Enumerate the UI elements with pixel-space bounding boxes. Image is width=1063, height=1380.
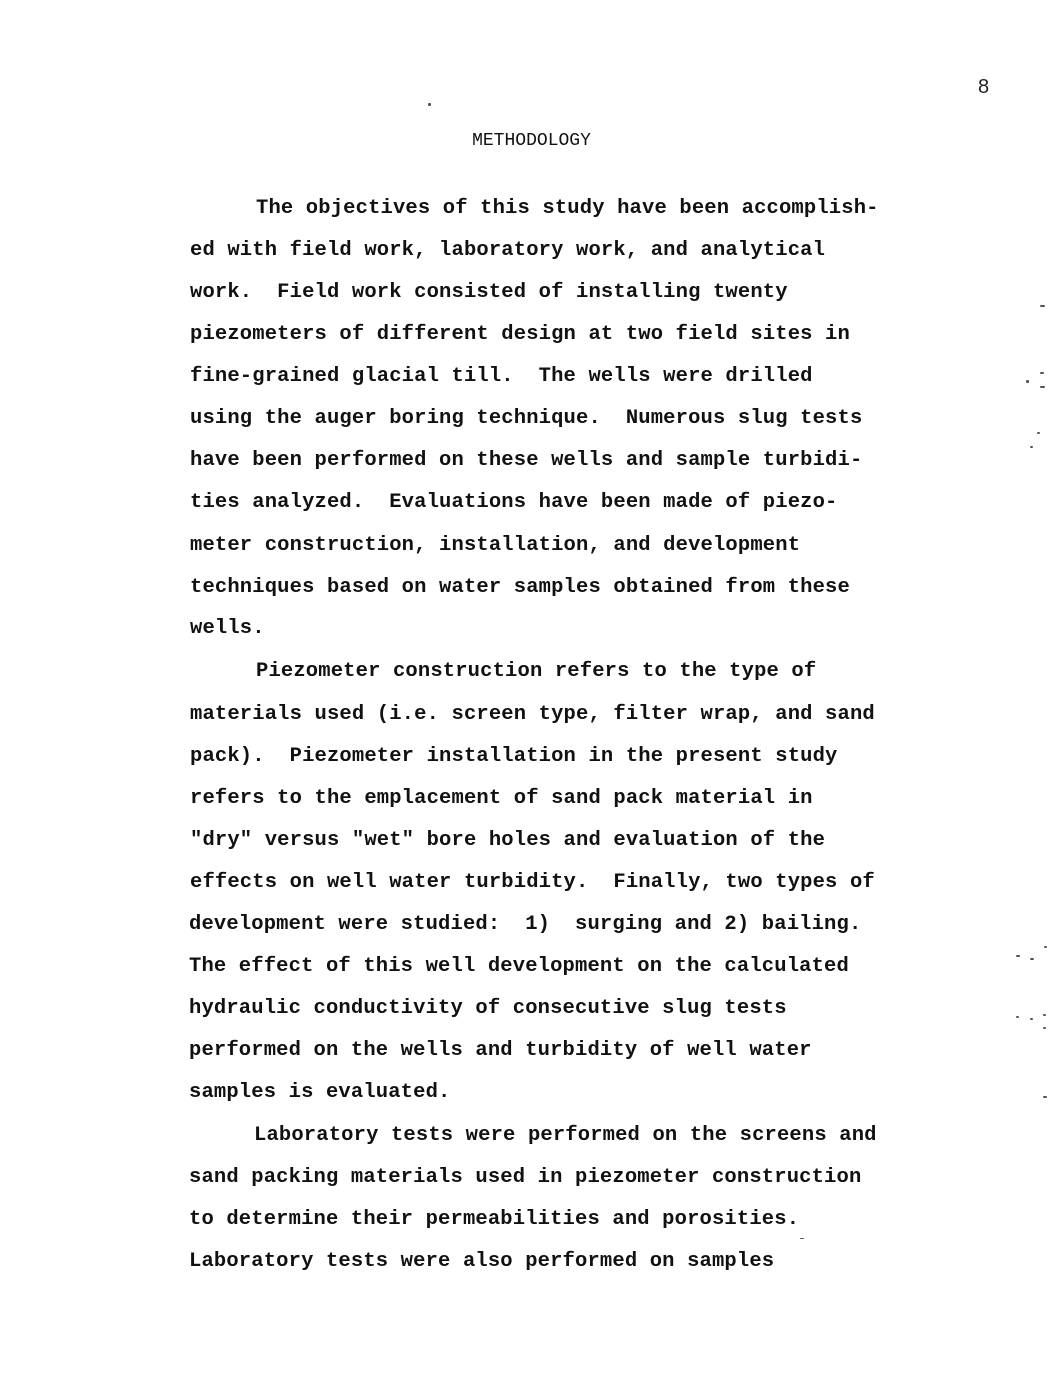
scan-speck [1040, 386, 1045, 388]
text-line: ed with field work, laboratory work, and analytical [190, 239, 826, 262]
section-heading: METHODOLOGY [472, 131, 591, 151]
scan-speck [1030, 446, 1033, 448]
scan-speck [1016, 955, 1020, 957]
scan-speck [1030, 958, 1034, 960]
text-line: hydraulic conductivity of consecutive slug tests [189, 997, 787, 1020]
text-line: The effect of this well development on the calculated [189, 955, 849, 978]
text-line: work. Field work consisted of installing twenty [190, 281, 788, 304]
text-line: ties analyzed. Evaluations have been made of piezo- [190, 491, 838, 514]
text-line: materials used (i.e. screen type, filter wrap, and sand [190, 703, 875, 726]
text-line: fine-grained glacial till. The wells were drilled [190, 365, 813, 388]
text-line: meter construction, installation, and development [190, 534, 801, 557]
text-line: pack). Piezometer installation in the present study [190, 745, 838, 768]
text-line: wells. [190, 617, 265, 640]
text-line: The objectives of this study have been accomplish- [256, 197, 879, 220]
text-line: Piezometer construction refers to the type of [256, 660, 817, 683]
text-line: "dry" versus "wet" bore holes and evaluation of the [190, 829, 826, 852]
scan-speck [1043, 1096, 1047, 1098]
scan-speck [428, 103, 431, 106]
text-line: sand packing materials used in piezometer construction [189, 1166, 862, 1189]
scan-speck [1037, 432, 1040, 434]
scan-speck [1016, 1016, 1019, 1018]
text-line: have been performed on these wells and sample turbidi- [190, 449, 863, 472]
text-line: piezometers of different design at two field sites in [190, 323, 850, 346]
text-line: refers to the emplacement of sand pack material in [190, 787, 813, 810]
scan-speck [1044, 946, 1047, 948]
text-line: to determine their permeabilities and porosities. [189, 1208, 800, 1231]
scan-speck [1043, 1027, 1046, 1029]
text-line: Laboratory tests were performed on the screens and [254, 1124, 877, 1147]
text-line: Laboratory tests were also performed on samples [189, 1250, 775, 1273]
text-line: samples is evaluated. [189, 1081, 451, 1104]
scan-speck [1026, 380, 1029, 383]
text-line: performed on the wells and turbidity of well water [189, 1039, 812, 1062]
text-line: techniques based on water samples obtained from these [190, 576, 850, 599]
text-line: using the auger boring technique. Numerous slug tests [190, 407, 863, 430]
page-number: 8 [978, 76, 990, 98]
text-line: effects on well water turbidity. Finally, two types of [190, 871, 875, 894]
text-line: development were studied: 1) surging and 2) bailing. [189, 913, 862, 936]
scan-speck [1043, 1014, 1046, 1016]
scan-speck [800, 1238, 804, 1239]
scan-speck [1040, 305, 1045, 307]
scan-speck [1040, 372, 1044, 374]
scan-speck [1030, 1018, 1033, 1020]
